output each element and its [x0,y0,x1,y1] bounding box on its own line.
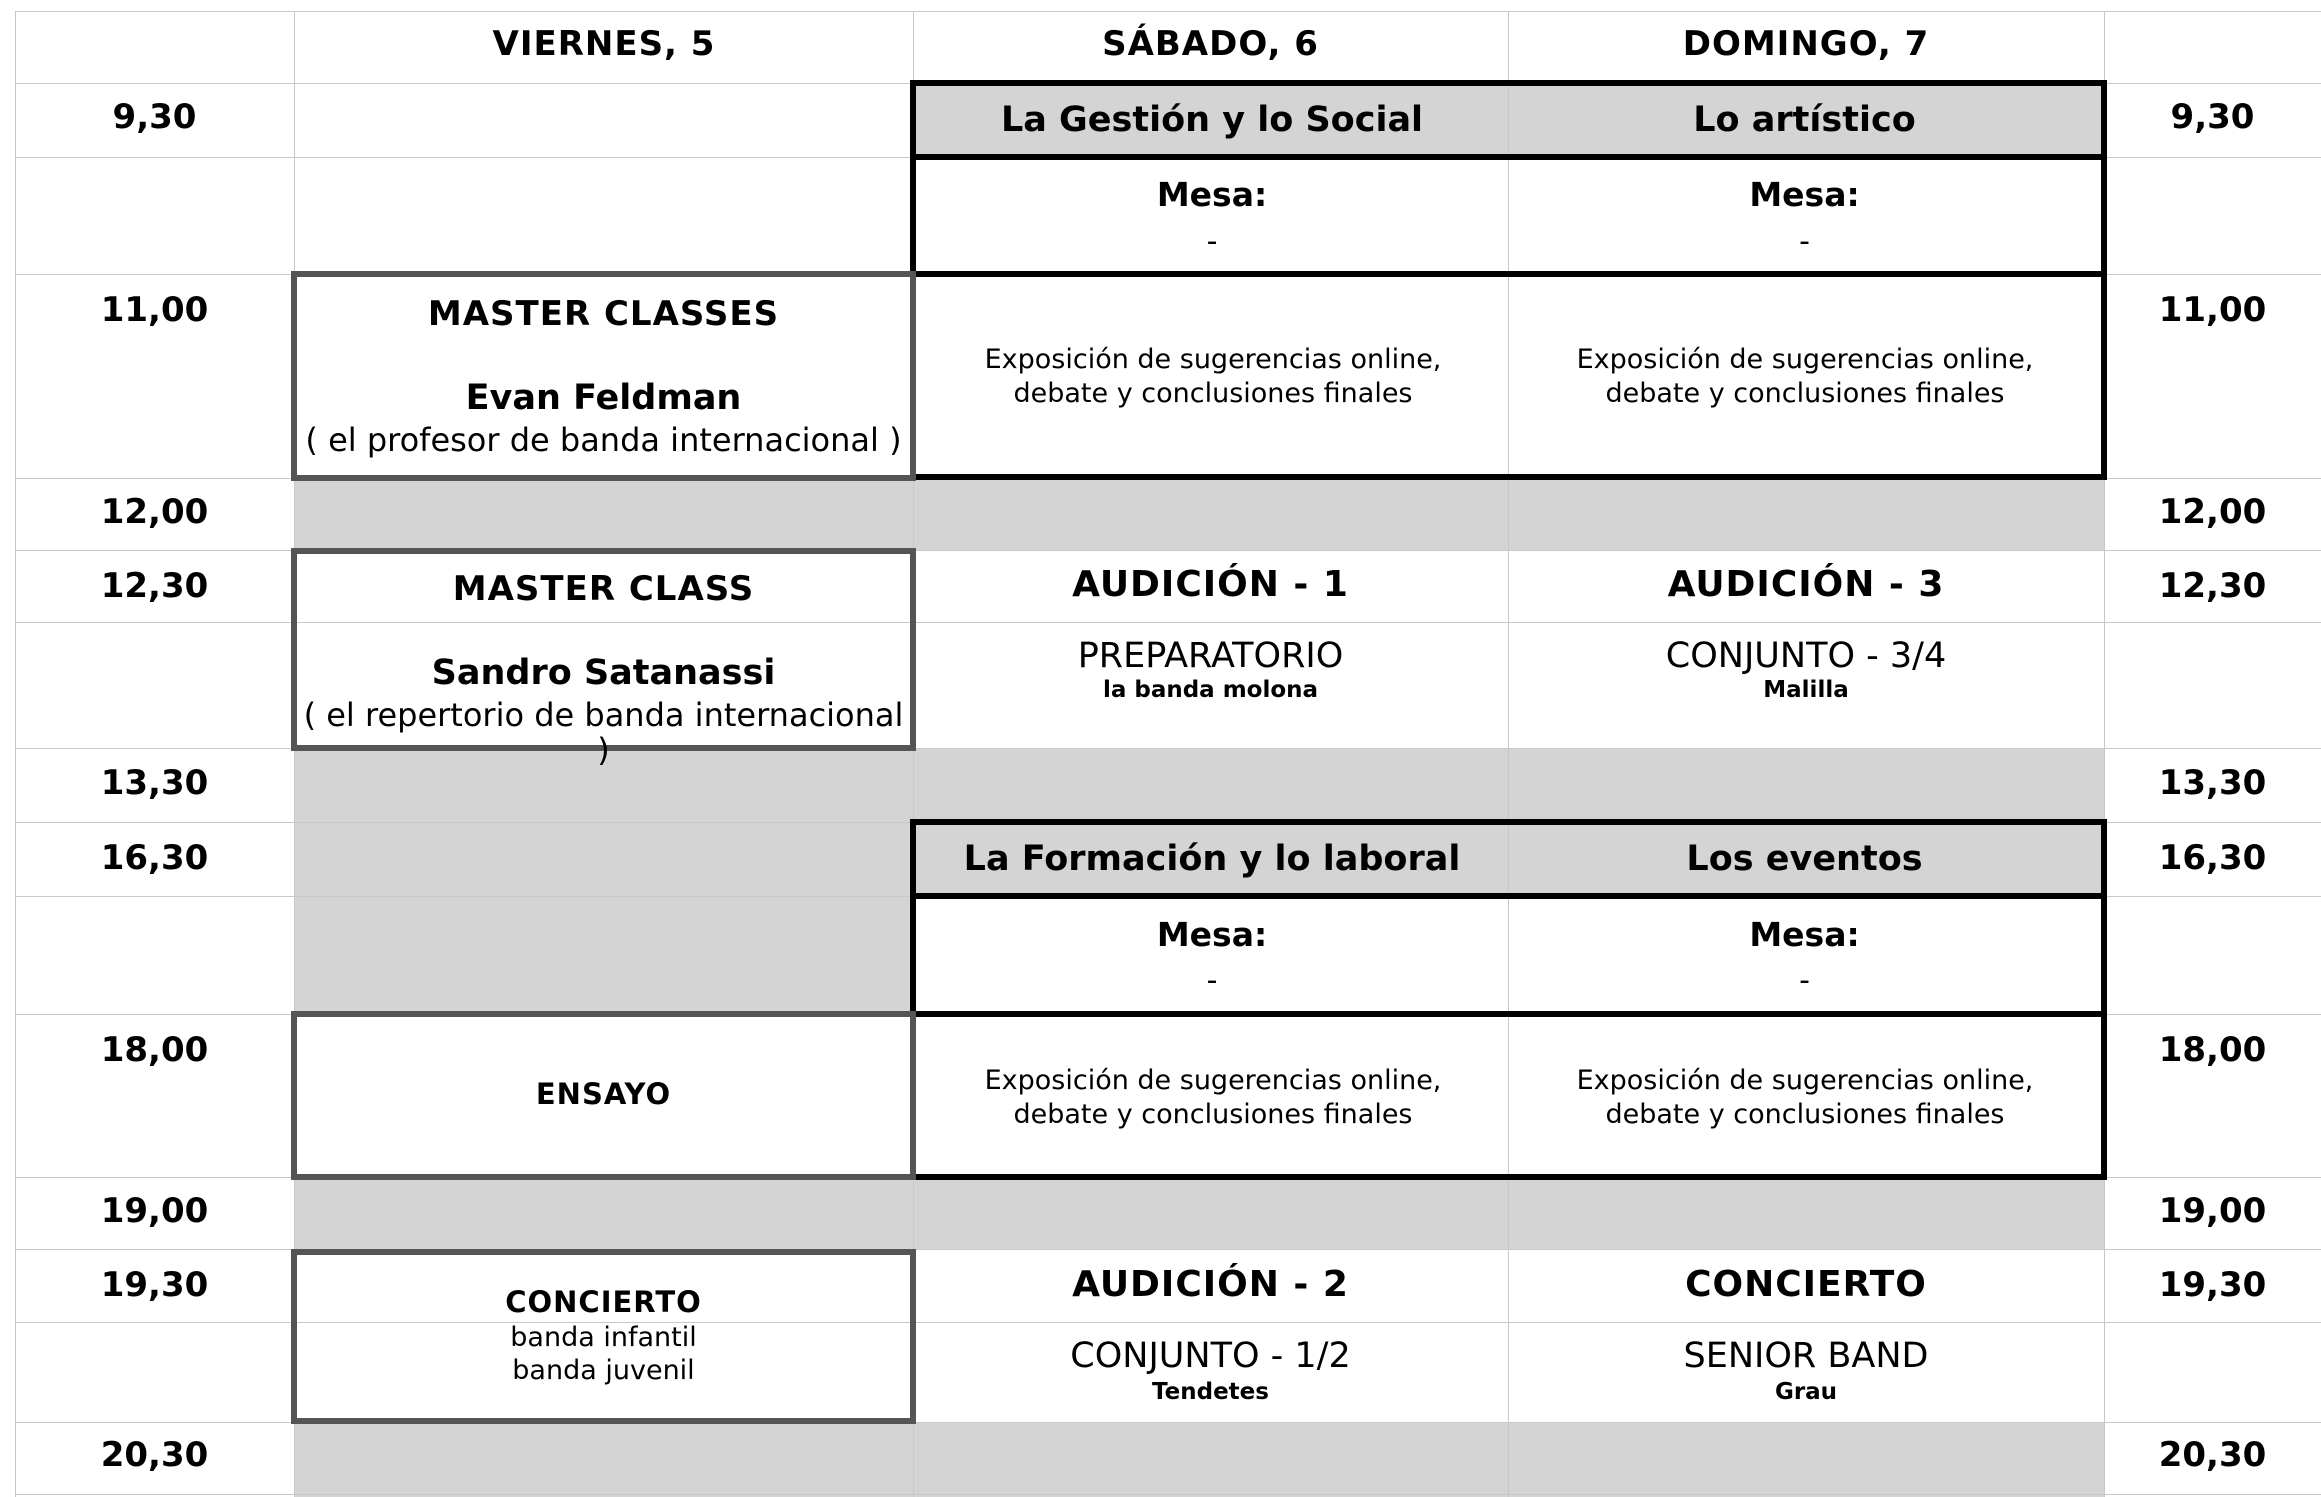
mesa-label-sunday-afternoon: Mesa: [1749,915,1860,954]
day-header-sunday: DOMINGO, 7 [1682,24,1930,64]
afternoon-theme-saturday: La Formación y lo laboral [963,839,1461,879]
master-class-title: MASTER CLASSES [427,294,780,334]
time-label-right: 12,30 [2158,566,2267,606]
divider [910,154,2107,160]
concierto-band-juvenil: banda juvenil [512,1355,695,1386]
concierto-title-friday: CONCIERTO [505,1285,702,1319]
audition-category-3: CONJUNTO - 3/4 [1665,636,1947,676]
audition-category-1: PREPARATORIO [1077,636,1344,676]
friday-afternoon-blank [294,822,914,1014]
morning-theme-saturday: La Gestión y lo Social [1000,100,1424,140]
time-label-right: 18,00 [2158,1030,2267,1070]
ensayo-label: ENSAYO [535,1077,672,1111]
concierto-title-sunday: CONCIERTO [1685,1264,1927,1305]
audition-band-1: la banda molona [1102,677,1319,703]
mesa-label-saturday-afternoon: Mesa: [1156,915,1268,954]
expo-text-saturday-morning: Exposición de sugerencias online, debate y conclusiones finales [984,344,1442,409]
time-label-right: 16,30 [2158,838,2267,878]
time-label-left: 20,30 [100,1435,209,1475]
afternoon-theme-sunday: Los eventos [1686,839,1923,879]
time-label-right: 19,00 [2158,1191,2267,1231]
mesa-value-saturday: - [1206,224,1218,259]
divider [910,893,2107,899]
time-label-right: 20,30 [2158,1435,2267,1475]
audition-title-2: AUDICIÓN - 2 [1072,1264,1349,1305]
mesa-label-sunday: Mesa: [1749,175,1860,214]
day-header-saturday: SÁBADO, 6 [1102,24,1319,64]
concierto-band-infantil: banda infantil [510,1322,697,1353]
master-class-subtitle: ( el profesor de banda internacional ) [305,421,902,459]
mesa-value-saturday-afternoon: - [1206,963,1218,998]
concierto-band-sunday: Grau [1774,1379,1838,1405]
mesa-label-saturday: Mesa: [1156,175,1268,214]
time-label-left: 12,30 [100,566,209,606]
grid-line [15,11,2321,12]
divider [910,1011,2107,1017]
expo-text-sunday-morning: Exposición de sugerencias online, debate y conclusiones finales [1576,344,2034,409]
time-label-left: 19,30 [100,1265,209,1305]
morning-theme-sunday: Lo artístico [1693,100,1916,140]
master-class-subtitle: ( el repertorio de banda internacional ) [303,696,904,770]
mesa-value-sunday: - [1799,224,1810,259]
master-class-title: MASTER CLASS [452,569,755,609]
time-label-left: 12,00 [100,492,209,532]
day-header-friday: VIERNES, 5 [492,24,716,64]
audition-band-3: Malilla [1763,677,1849,703]
time-label-left: 13,30 [100,763,209,803]
morning-debate-block [910,80,2107,480]
time-label-right: 9,30 [2170,97,2255,137]
break-19-00 [294,1177,2104,1249]
time-label-left: 19,00 [100,1191,209,1231]
time-label-left: 11,00 [100,290,209,330]
expo-text-sunday-afternoon: Exposición de sugerencias online, debate y conclusiones finales [1576,1065,2034,1130]
divider [910,271,2107,277]
break-20-30 [294,1422,2104,1497]
audition-title-3: AUDICIÓN - 3 [1667,564,1945,605]
time-label-left: 18,00 [100,1030,209,1070]
master-class-name: Evan Feldman [465,378,742,418]
mesa-value-sunday-afternoon: - [1799,963,1810,998]
time-label-right: 19,30 [2158,1265,2267,1305]
time-label-right: 12,00 [2158,492,2267,532]
concierto-category-sunday: SENIOR BAND [1683,1336,1929,1376]
break-12-00 [294,478,2104,550]
time-label-left: 9,30 [112,97,197,137]
master-class-name: Sandro Satanassi [431,653,776,693]
time-label-right: 11,00 [2158,290,2267,330]
audition-title-1: AUDICIÓN - 1 [1072,564,1349,605]
expo-text-saturday-afternoon: Exposición de sugerencias online, debate y conclusiones finales [984,1065,1442,1130]
time-label-right: 13,30 [2158,763,2267,803]
grid-line [15,1494,2321,1495]
audition-band-2: Tendetes [1152,1379,1269,1405]
time-label-left: 16,30 [100,838,209,878]
audition-category-2: CONJUNTO - 1/2 [1070,1336,1351,1376]
